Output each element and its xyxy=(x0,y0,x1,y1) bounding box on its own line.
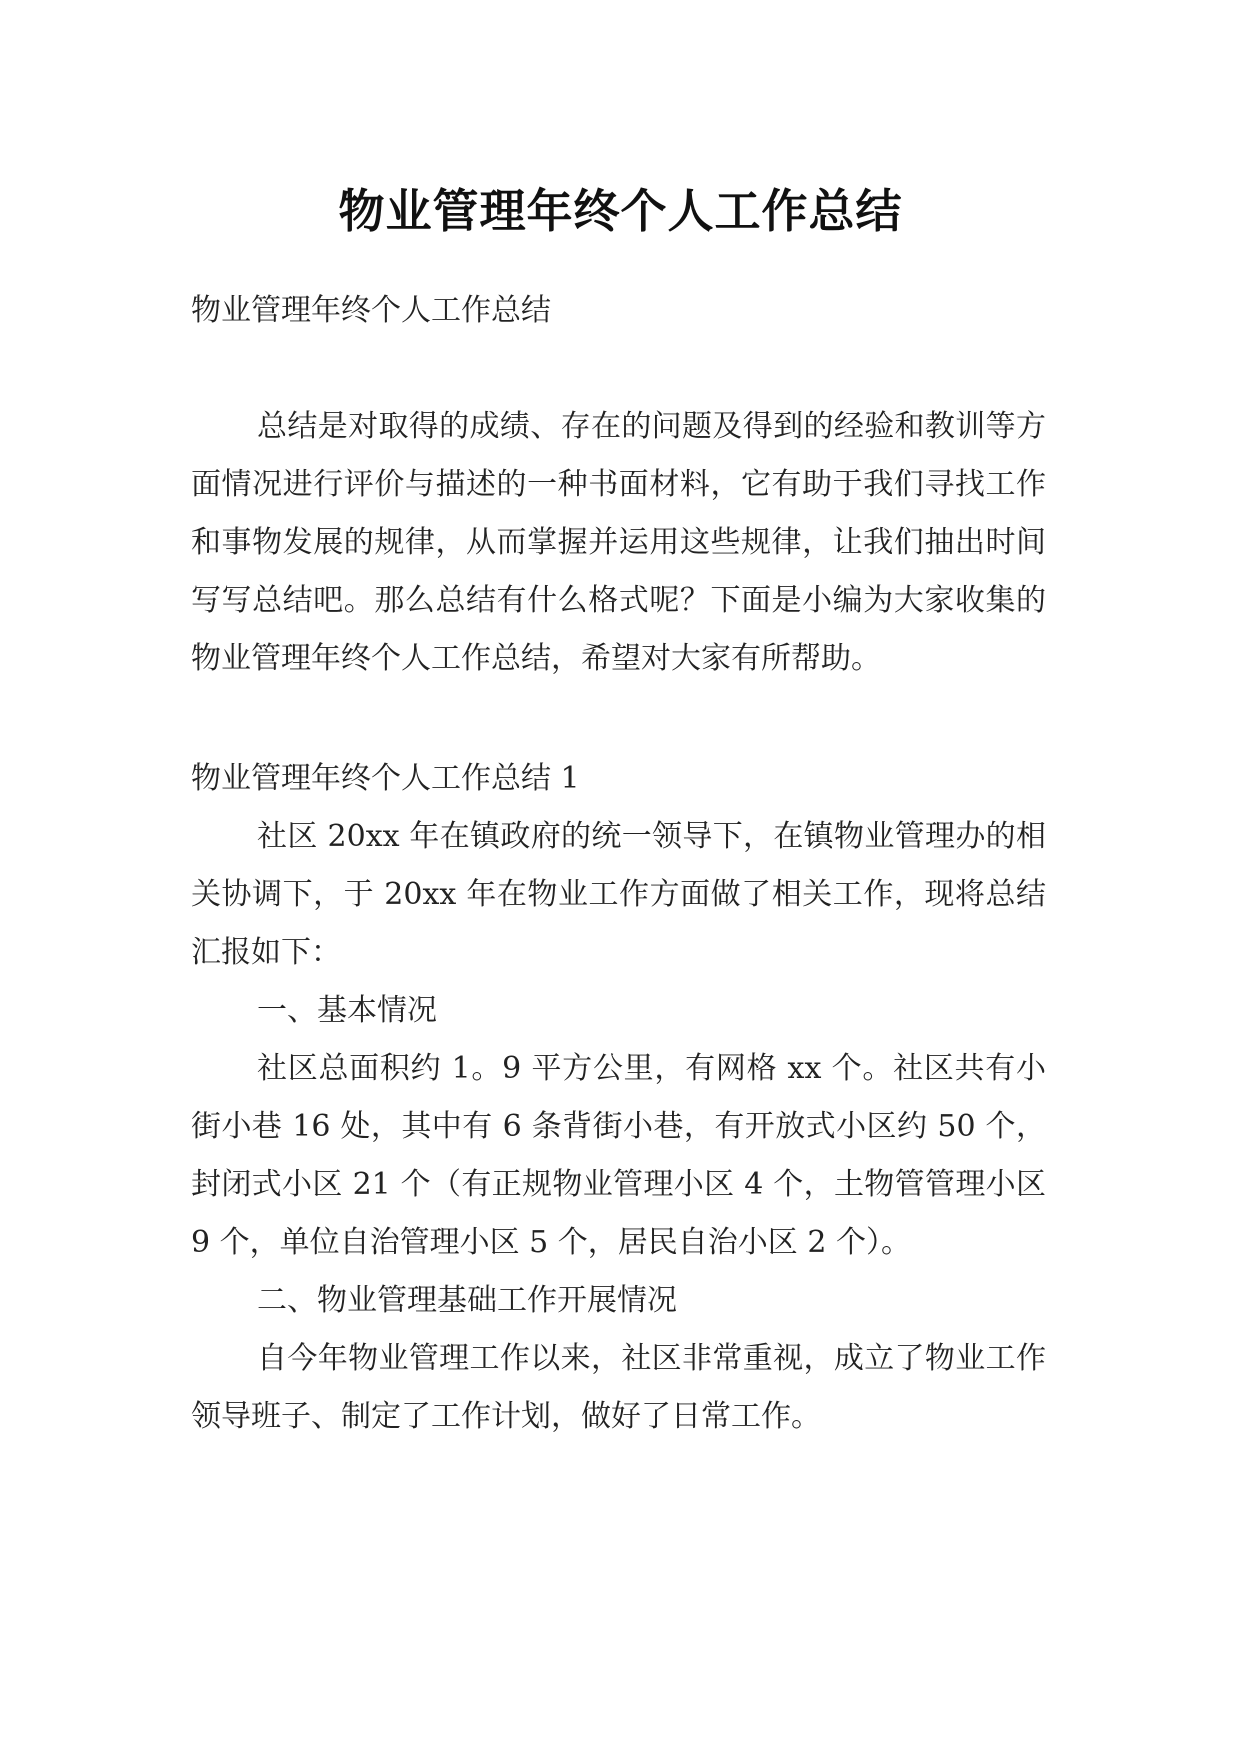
subheading-basic-situation: 一、基本情况 xyxy=(257,993,437,1028)
document-body xyxy=(191,282,1046,1446)
section-1-heading: 物业管理年终个人工作总结 1 xyxy=(191,761,580,796)
document-subtitle: 物业管理年终个人工作总结 xyxy=(191,293,551,328)
subheading-property-management-work: 二、物业管理基础工作开展情况 xyxy=(257,1283,677,1318)
section-1-paragraph: 社区 20xx 年在镇政府的统一领导下，在镇物业管理办的相关协调下，于 20xx 年在物业工作方面做了相关工作，现将总结汇报如下： xyxy=(191,819,1046,970)
document-title: 物业管理年终个人工作总结 xyxy=(338,183,903,238)
basic-situation-paragraph: 社区总面积约 1。9 平方公里，有网格 xx 个。社区共有小街小巷 16 处，其中有 6 条背街小巷，有开放式小区约 50 个，封闭式小区 21 个（有正规物业管理小区 4 个，土物管管理小区 9 个，单位自治管理小区 5 个，居民自治小区 2 个）。 xyxy=(191,1051,1046,1260)
intro-paragraph: 总结是对取得的成绩、存在的问题及得到的经验和教训等方面情况进行评价与描述的一种书面材料，它有助于我们寻找工作和事物发展的规律，从而掌握并运用这些规律，让我们抽出时间写写总结吧。那么总结有什么格式呢？下面是小编为大家收集的物业管理年终个人工作总结，希望对大家有所帮助。 xyxy=(191,409,1046,676)
property-management-work-paragraph: 自今年物业管理工作以来，社区非常重视，成立了物业工作领导班子、制定了工作计划，做好了日常工作。 xyxy=(191,1341,1046,1434)
